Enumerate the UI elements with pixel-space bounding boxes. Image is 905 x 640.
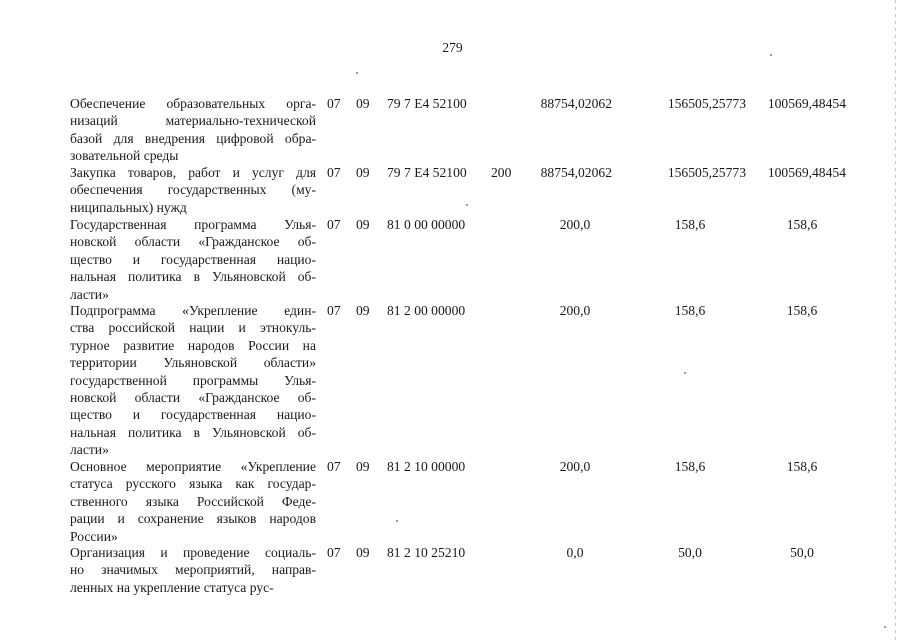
amount-year-1: 200,0 (559, 303, 591, 318)
amount-year-2: 158,6 (674, 217, 706, 232)
row-name-line: щество и государственная нацио- (70, 407, 316, 423)
row-name (70, 164, 316, 216)
target-article-code: 81 2 00 00000 (387, 303, 466, 318)
amount-year-1: 88754,02062 (540, 165, 612, 180)
row-name-line: ственного языка Российской Феде- (70, 493, 316, 509)
amount-year-3: 100569,48454 (767, 165, 846, 180)
row-name (70, 302, 316, 459)
amount-year-1: 88754,02062 (540, 96, 612, 111)
amount-year-1: 200,0 (559, 217, 591, 232)
amount-year-3: 50,0 (790, 545, 814, 560)
row-name-line: ленных на укрепление статуса рус- (70, 579, 274, 595)
subsection-code: 09 (356, 165, 370, 180)
subsection-code: 09 (356, 96, 370, 111)
amount-year-2: 156505,25773 (667, 165, 746, 180)
row-name-line: нальная политика в Ульяновской об- (70, 424, 316, 440)
row-name-line: Закупка товаров, работ и услуг для (70, 165, 316, 180)
scan-speck (684, 372, 686, 374)
expense-type-code: 200 (491, 165, 512, 180)
subsection-code: 09 (356, 217, 370, 232)
scan-speck (770, 54, 772, 56)
scan-edge (895, 0, 896, 640)
target-article-code: 81 0 00 00000 (387, 217, 466, 232)
row-name-line: щество и государственная нацио- (70, 251, 316, 267)
amount-year-1: 0,0 (566, 545, 584, 560)
row-name-line: Организация и проведение социаль- (70, 545, 316, 560)
row-name-line: новской области «Гражданское об- (70, 234, 316, 250)
row-name-line: государственной программы Улья- (70, 372, 316, 388)
row-name-line: турное развитие народов России на (70, 337, 316, 353)
row-name-line: обеспечения государственных (му- (70, 182, 316, 198)
scan-speck (396, 520, 398, 522)
section-code: 07 (327, 217, 341, 232)
subsection-code: 09 (356, 545, 370, 560)
row-name-line: Обеспечение образовательных орга- (70, 96, 316, 111)
scan-speck (356, 72, 358, 74)
amount-year-3: 158,6 (786, 303, 818, 318)
row-name-line: новской области «Гражданское об- (70, 390, 316, 406)
section-code: 07 (327, 459, 341, 474)
scan-speck (466, 204, 468, 206)
row-name (70, 216, 316, 303)
row-name (70, 95, 316, 165)
row-name-line: территории Ульяновской области» (70, 355, 316, 371)
row-name-line: Основное мероприятие «Укрепление (70, 459, 316, 474)
row-name-line: ласти» (70, 286, 109, 302)
row-name-line: зовательной среды (70, 148, 179, 164)
row-name-line: базой для внедрения цифровой обра- (70, 130, 316, 146)
amount-year-3: 158,6 (786, 459, 818, 474)
row-name (70, 544, 316, 596)
row-name-line: ниципальных) нужд (70, 199, 187, 215)
section-code: 07 (327, 303, 341, 318)
row-name-line: России» (70, 528, 118, 544)
row-name-line: рации и сохранение языков народов (70, 511, 316, 527)
row-name-line: нальная политика в Ульяновской об- (70, 269, 316, 285)
subsection-code: 09 (356, 303, 370, 318)
amount-year-3: 158,6 (786, 217, 818, 232)
row-name-line: но значимых мероприятий, направ- (70, 562, 316, 578)
section-code: 07 (327, 545, 341, 560)
page-number: 279 (442, 40, 463, 55)
row-name-line: ласти» (70, 442, 109, 458)
row-name-line: Подпрограмма «Укрепление един- (70, 303, 316, 318)
amount-year-2: 156505,25773 (667, 96, 746, 111)
amount-year-1: 200,0 (559, 459, 591, 474)
row-name-line: статуса русского языка как государ- (70, 476, 316, 492)
amount-year-2: 158,6 (674, 303, 706, 318)
scan-speck (884, 626, 886, 628)
amount-year-2: 50,0 (678, 545, 702, 560)
section-code: 07 (327, 96, 341, 111)
target-article-code: 81 2 10 00000 (387, 459, 466, 474)
row-name-line: Государственная программа Улья- (70, 217, 316, 232)
target-article-code: 79 7 E4 52100 (387, 96, 467, 111)
amount-year-3: 100569,48454 (767, 96, 846, 111)
section-code: 07 (327, 165, 341, 180)
target-article-code: 81 2 10 25210 (387, 545, 466, 560)
subsection-code: 09 (356, 459, 370, 474)
row-name-line: низаций материально-технической (70, 113, 316, 129)
row-name-line: ства российской нации и этнокуль- (70, 320, 316, 336)
amount-year-2: 158,6 (674, 459, 706, 474)
target-article-code: 79 7 E4 52100 (387, 165, 467, 180)
row-name (70, 458, 316, 545)
